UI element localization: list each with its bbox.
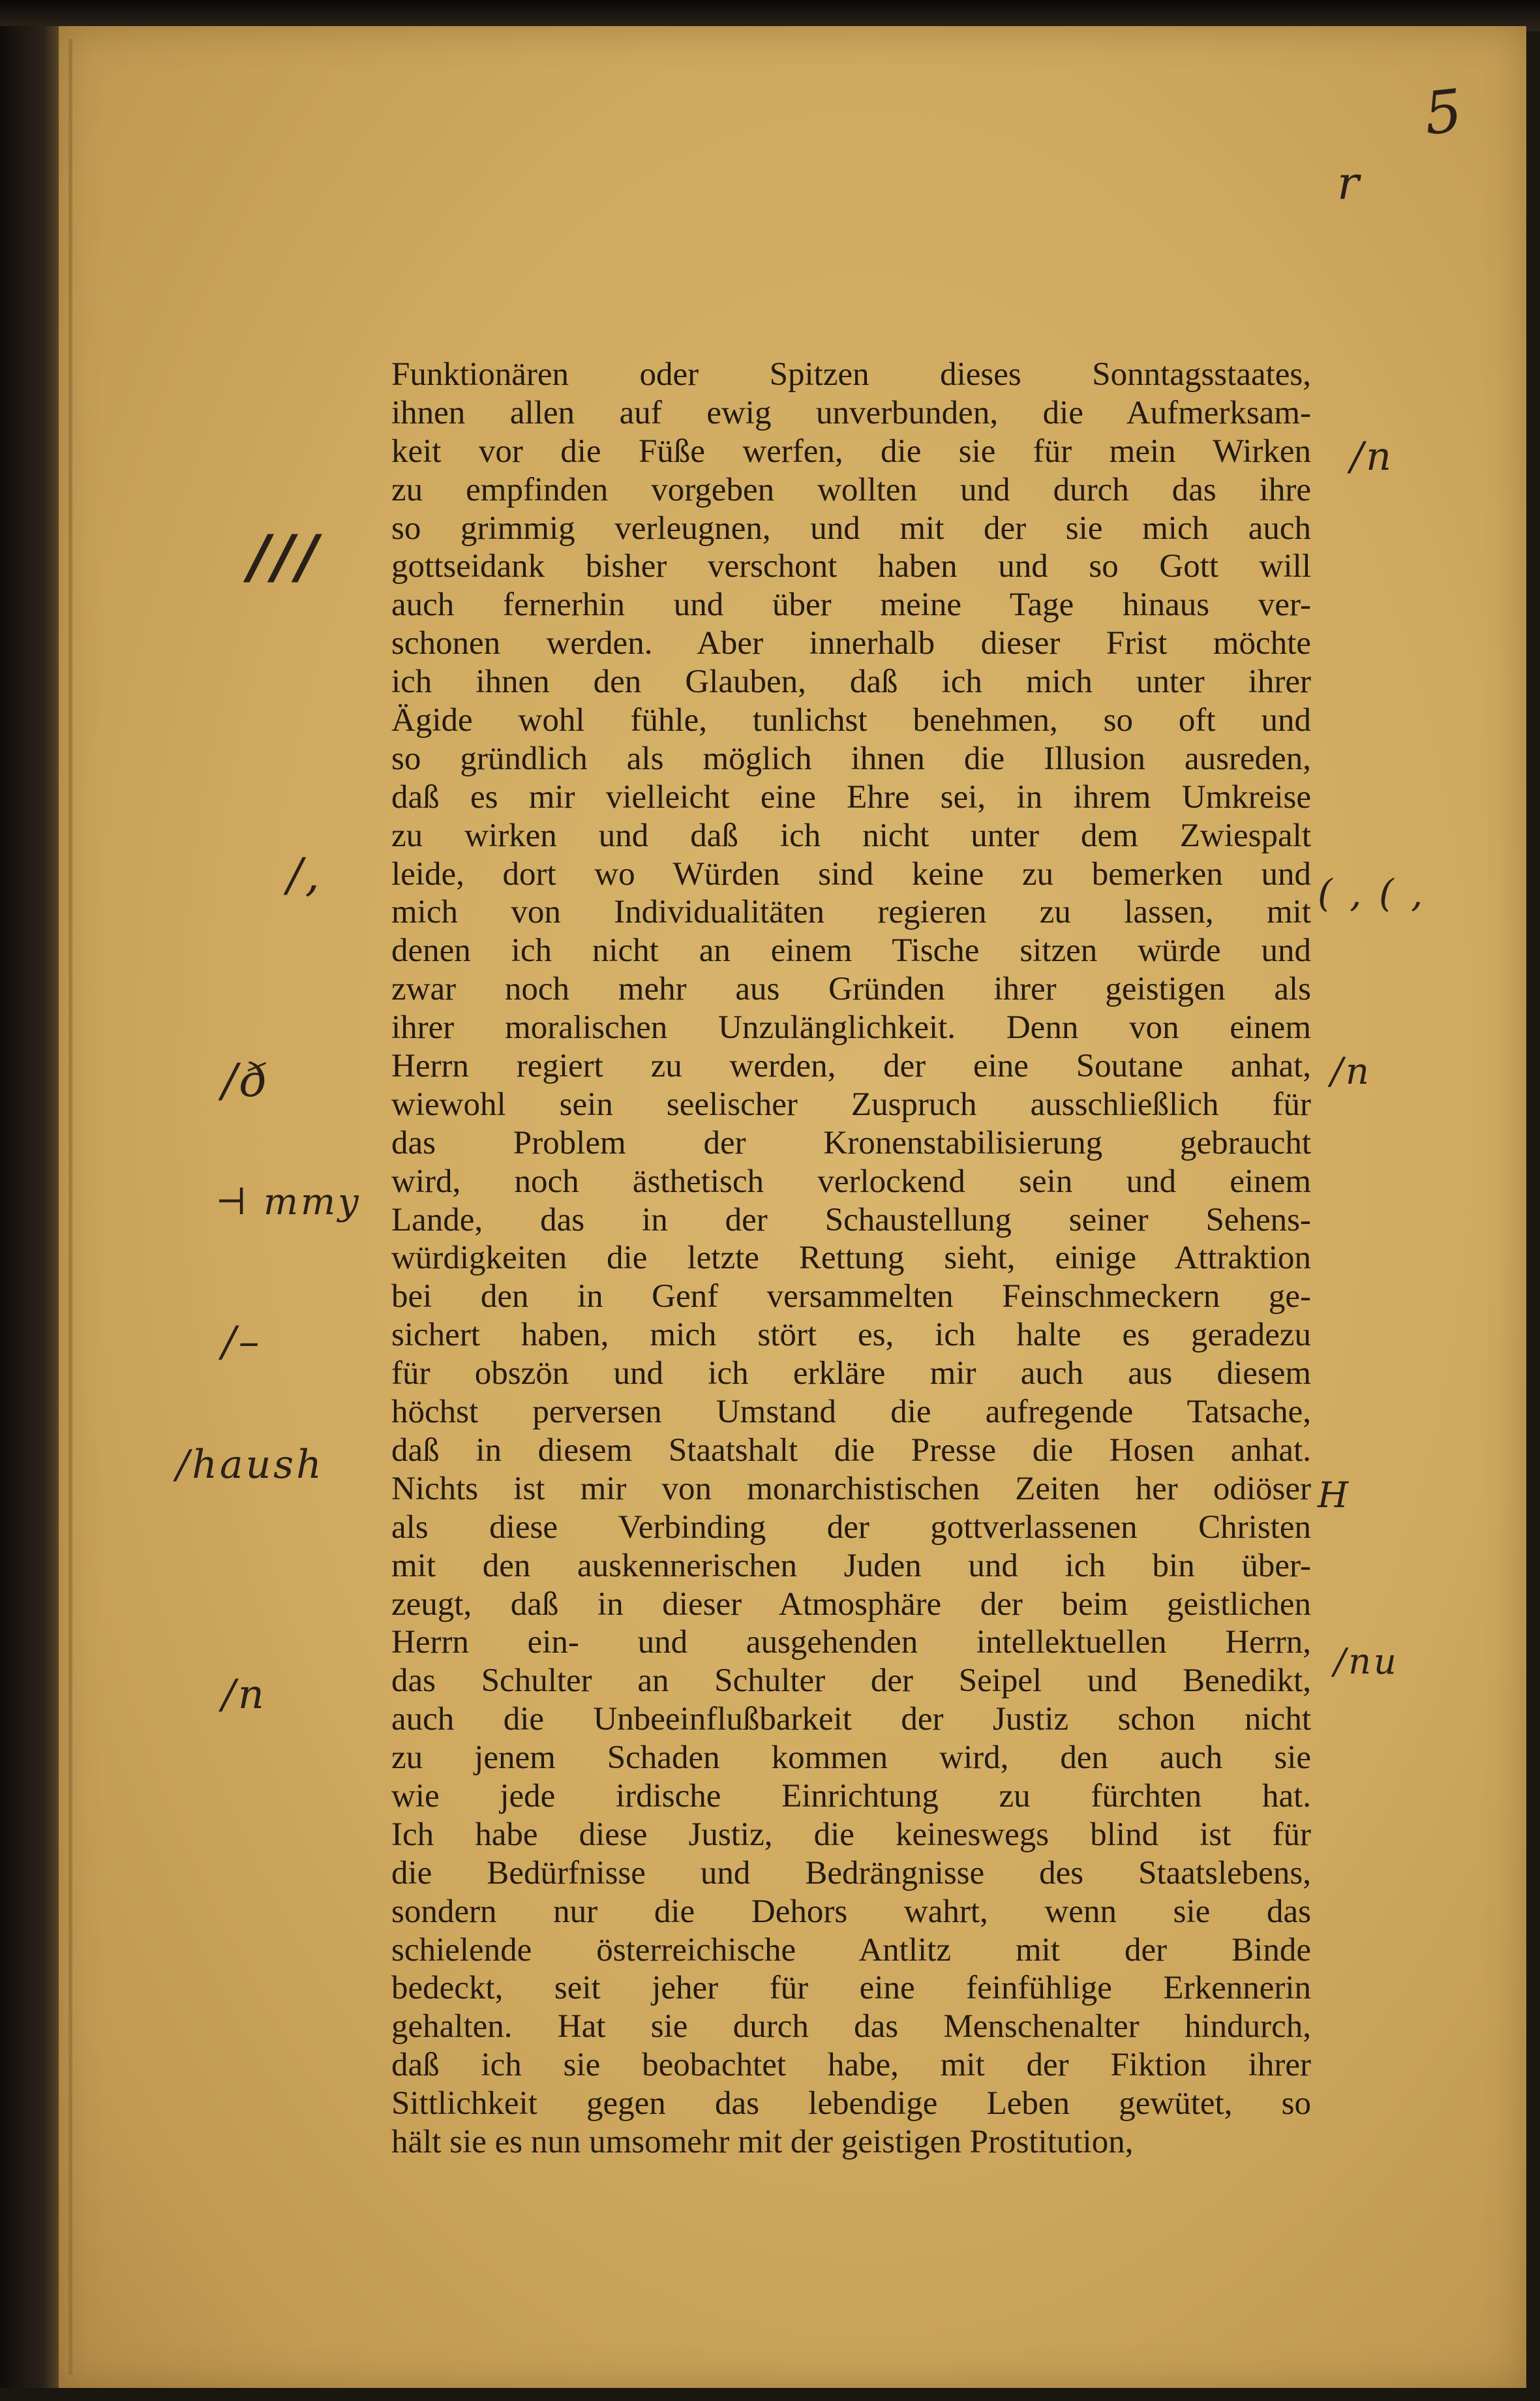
text-line: für obszön und ich erkläre mir auch aus diesem: [391, 1355, 1311, 1392]
margin-mark-left-6: /haush: [176, 1442, 324, 1488]
text-line: daß es mir vielleicht eine Ehre sei, in ihrem Umkreise: [391, 778, 1311, 816]
text-line: zu jenem Schaden kommen wird, den auch sie: [391, 1739, 1311, 1777]
text-line: mich von Individualitäten regieren zu lassen, mit: [391, 894, 1311, 931]
text-line: bei den in Genf versammelten Feinschmeckern ge-: [391, 1278, 1311, 1315]
text-line: gehalten. Hat sie durch das Menschenalter hindurch,: [391, 2008, 1311, 2045]
text-line: Ich habe diese Justiz, die keineswegs blind ist für: [391, 1816, 1311, 1853]
text-line: sichert haben, mich stört es, ich halte es geradezu: [391, 1317, 1311, 1354]
text-line: daß in diesem Staatshalt die Presse die Hosen anhat.: [391, 1431, 1311, 1469]
text-line: Herrn ein- und ausgehenden intellektuellen Herrn,: [391, 1624, 1311, 1661]
page-number: 5: [1421, 76, 1466, 149]
body-text: [391, 356, 1311, 2162]
text-line: zwar noch mehr aus Gründen ihrer geistigen als: [391, 971, 1311, 1008]
text-line: wird, noch ästhetisch verlockend sein und einem: [391, 1163, 1311, 1200]
margin-mark-left-1: ///: [248, 522, 320, 591]
text-line: hält sie es nun umsomehr mit der geistigen Prostitution,: [391, 2123, 1134, 2160]
text-line: bedeckt, seit jeher für eine feinfühlige Erkennerin: [391, 1970, 1311, 2007]
margin-mark-left-7: /n: [222, 1670, 267, 1718]
text-line: mit den auskennerischen Juden und ich bin über-: [391, 1547, 1311, 1584]
text-line: die Bedürfnisse und Bedrängnisse des Staatslebens,: [391, 1854, 1311, 1891]
page-fold: [68, 39, 72, 2375]
text-line: sondern nur die Dehors wahrt, wenn sie das: [391, 1893, 1311, 1930]
text-line: auch fernerhin und über meine Tage hinaus ver-: [391, 587, 1311, 624]
margin-mark-left-4: ⊣ mmy: [215, 1181, 361, 1223]
text-line: gottseidank bisher verschont haben und so Gott will: [391, 548, 1311, 585]
margin-mark-left-2: /,: [287, 848, 322, 902]
text-line: zeugt, daß in dieser Atmosphäre der beim geistlichen: [391, 1585, 1311, 1623]
margin-mark-right-3: /n: [1331, 1050, 1372, 1093]
text-line: auch die Unbeeinflußbarkeit der Justiz schon nicht: [391, 1701, 1311, 1738]
text-line: würdigkeiten die letzte Rettung sieht, einige Attraktion: [391, 1240, 1311, 1277]
text-line: höchst perversen Umstand die aufregende Tatsache,: [391, 1394, 1311, 1431]
text-line: ich ihnen den Glauben, daß ich mich unter ihrer: [391, 664, 1311, 701]
text-line: so grimmig verleugnen, und mit der sie mich auch: [391, 510, 1311, 547]
margin-mark-left-5: /–: [222, 1318, 262, 1366]
margin-mark-right-4: H: [1318, 1475, 1351, 1516]
text-line: so gründlich als möglich ihnen die Illusion ausreden,: [391, 740, 1311, 777]
margin-mark-right-1: /n: [1350, 434, 1394, 480]
text-line: ihnen allen auf ewig unverbunden, die Aufmerksam-: [391, 394, 1311, 431]
text-line: wie jede irdische Einrichtung zu fürchten hat.: [391, 1777, 1311, 1814]
text-line: wiewohl sein seelischer Zuspruch ausschließlich für: [391, 1086, 1311, 1123]
text-line: Funktionären oder Spitzen dieses Sonntagsstaates,: [391, 356, 1311, 393]
text-line: Herrn regiert zu werden, der eine Soutane anhat,: [391, 1048, 1311, 1085]
text-line: Lande, das in der Schaustellung seiner Sehens-: [391, 1201, 1311, 1238]
text-line: Sittlichkeit gegen das lebendige Leben gewütet, so: [391, 2085, 1311, 2122]
text-line: keit vor die Füße werfen, die sie für mein Wirken: [391, 433, 1311, 470]
text-line: Ägide wohl fühle, tunlichst benehmen, so oft und: [391, 702, 1311, 739]
margin-mark-top-right: r: [1337, 157, 1362, 210]
text-line: leide, dort wo Würden sind keine zu bemerken und: [391, 855, 1311, 893]
text-line: Nichts ist mir von monarchistischen Zeiten her odiöser: [391, 1470, 1311, 1507]
text-line: als diese Verbinding der gottverlassenen Christen: [391, 1508, 1311, 1546]
margin-mark-right-2: ( , ( ,: [1318, 871, 1426, 915]
margin-mark-left-3: /ð: [222, 1054, 270, 1107]
text-line: zu wirken und daß ich nicht unter dem Zwiespalt: [391, 817, 1311, 854]
text-line: denen ich nicht an einem Tische sitzen würde und: [391, 932, 1311, 970]
text-line: zu empfinden vorgeben wollten und durch das ihre: [391, 471, 1311, 508]
text-line: das Schulter an Schulter der Seipel und Benedikt,: [391, 1662, 1311, 1700]
text-line: schonen werden. Aber innerhalb dieser Frist möchte: [391, 625, 1311, 662]
text-line: ihrer moralischen Unzulänglichkeit. Denn von einem: [391, 1009, 1311, 1047]
text-line: daß ich sie beobachtet habe, mit der Fiktion ihrer: [391, 2047, 1311, 2084]
text-line: das Problem der Kronenstabilisierung gebraucht: [391, 1124, 1311, 1161]
text-line: schielende österreichische Antlitz mit der Binde: [391, 1931, 1311, 1968]
margin-mark-right-5: /nu: [1334, 1641, 1399, 1682]
